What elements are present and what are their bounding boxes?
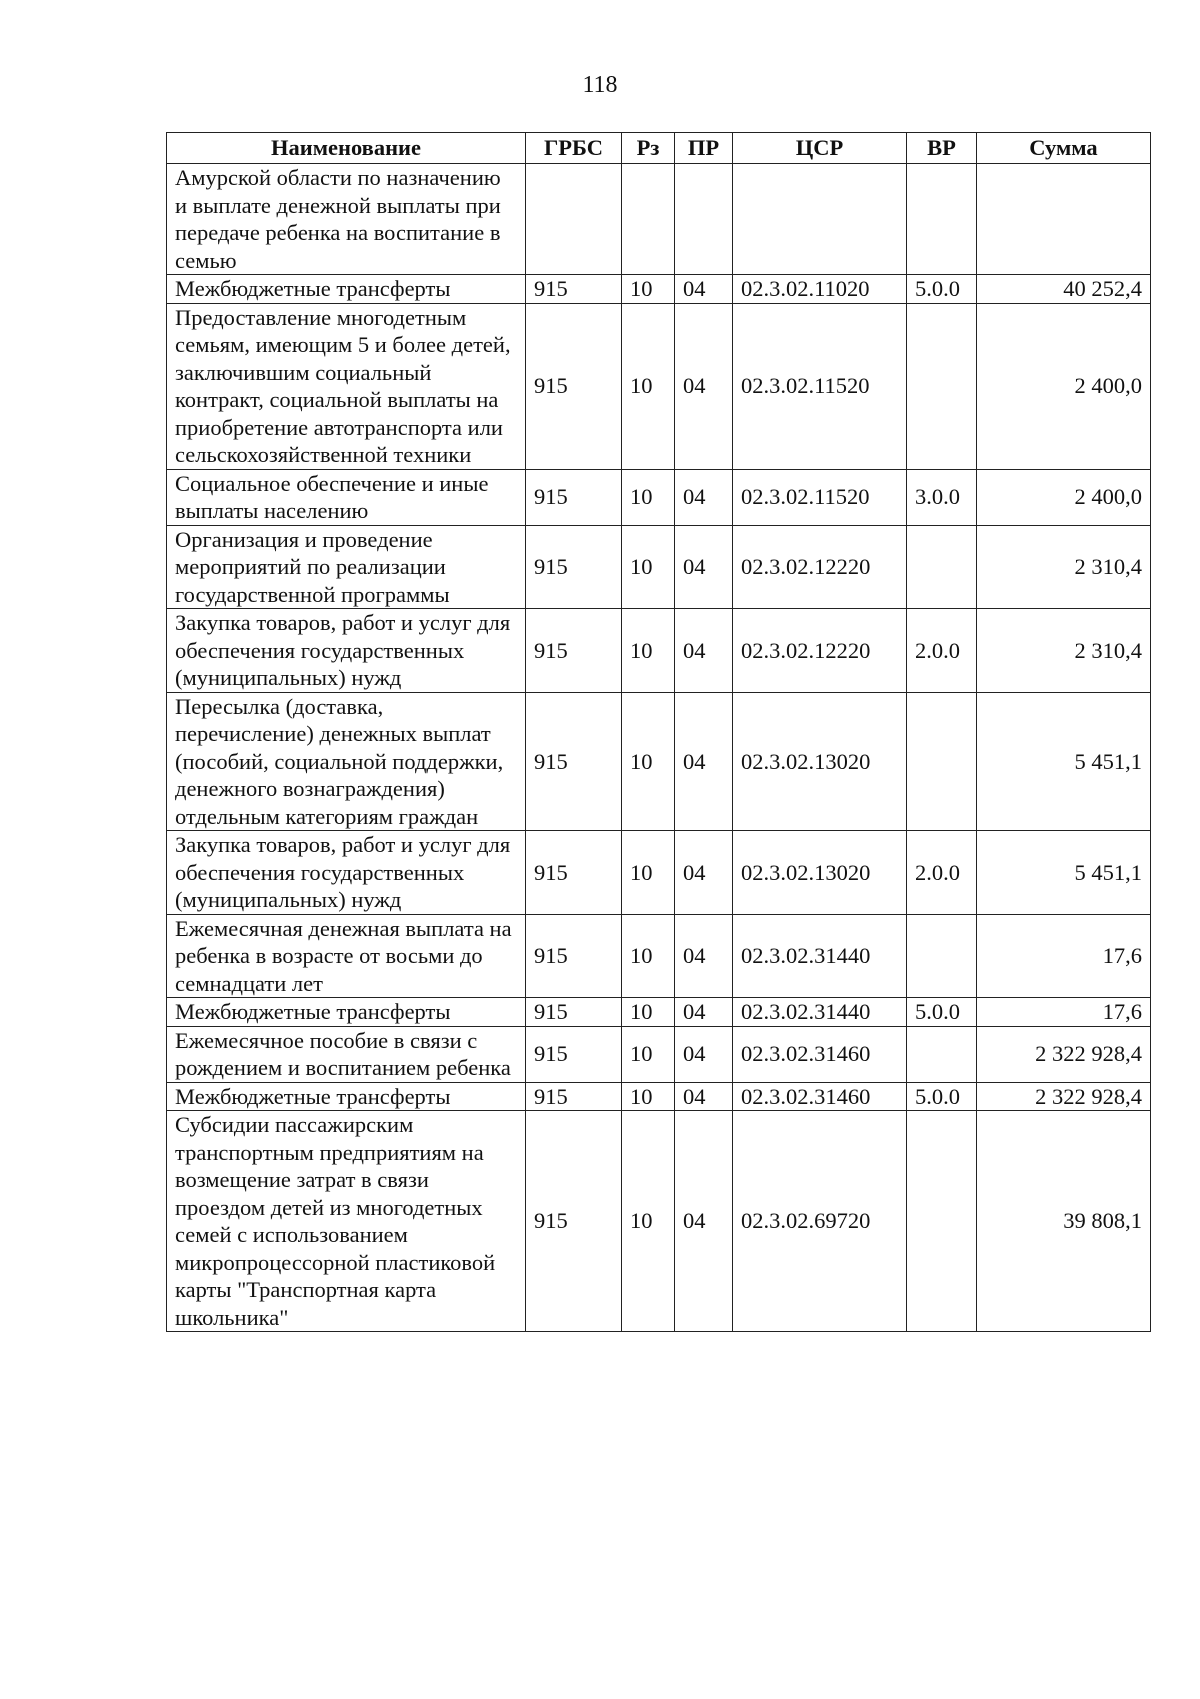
row-sum: 2 322 928,4 [977, 1026, 1151, 1082]
row-name: Пересылка (доставка, перечисление) денежных выплат (пособий, социальной поддержки, денежного вознаграждения) отдельным категориям граждан [167, 692, 526, 831]
header-name: Наименование [167, 133, 526, 164]
row-pr: 04 [675, 525, 733, 609]
row-rz: 10 [622, 1111, 675, 1332]
row-vr: 5.0.0 [907, 275, 977, 304]
row-pr: 04 [675, 303, 733, 469]
row-vr [907, 1111, 977, 1332]
header-grbs: ГРБС [526, 133, 622, 164]
row-rz: 10 [622, 998, 675, 1027]
row-vr: 5.0.0 [907, 1082, 977, 1111]
row-pr: 04 [675, 998, 733, 1027]
table-row [167, 609, 1151, 693]
row-sum: 17,6 [977, 914, 1151, 998]
table-row [167, 1026, 1151, 1082]
row-pr: 04 [675, 1026, 733, 1082]
row-rz: 10 [622, 525, 675, 609]
row-sum: 2 310,4 [977, 609, 1151, 693]
row-sum: 17,6 [977, 998, 1151, 1027]
row-name: Предоставление многодетным семьям, имеющим 5 и более детей, заключившим социальный контракт, социальной выплаты на приобретение автотранспорта или сельскохозяйственной техники [167, 303, 526, 469]
table-row [167, 525, 1151, 609]
row-pr: 04 [675, 275, 733, 304]
row-name: Ежемесячная денежная выплата на ребенка в возрасте от восьми до семнадцати лет [167, 914, 526, 998]
row-name: Закупка товаров, работ и услуг для обеспечения государственных (муниципальных) нужд [167, 831, 526, 915]
row-grbs: 915 [526, 914, 622, 998]
header-sum: Сумма [977, 133, 1151, 164]
table-row [167, 998, 1151, 1027]
row-pr: 04 [675, 1082, 733, 1111]
row-csr: 02.3.02.31460 [733, 1026, 907, 1082]
row-vr [907, 1026, 977, 1082]
table-row [167, 164, 1151, 275]
row-csr: 02.3.02.11520 [733, 303, 907, 469]
row-grbs: 915 [526, 692, 622, 831]
table-row [167, 1082, 1151, 1111]
row-vr [907, 525, 977, 609]
table-row [167, 692, 1151, 831]
row-csr: 02.3.02.11020 [733, 275, 907, 304]
row-csr: 02.3.02.31440 [733, 914, 907, 998]
row-pr: 04 [675, 469, 733, 525]
table-row [167, 1111, 1151, 1332]
row-pr: 04 [675, 1111, 733, 1332]
header-csr: ЦСР [733, 133, 907, 164]
row-csr: 02.3.02.12220 [733, 609, 907, 693]
row-rz: 10 [622, 609, 675, 693]
row-name: Амурской области по назначению и выплате денежной выплаты при передаче ребенка на воспитание в семью [167, 164, 526, 275]
row-vr [907, 914, 977, 998]
row-csr: 02.3.02.69720 [733, 1111, 907, 1332]
row-grbs: 915 [526, 609, 622, 693]
row-grbs: 915 [526, 303, 622, 469]
row-pr: 04 [675, 609, 733, 693]
row-grbs: 915 [526, 525, 622, 609]
page-number: 118 [582, 72, 618, 98]
row-vr: 3.0.0 [907, 469, 977, 525]
table-header-row [167, 133, 1151, 164]
row-rz: 10 [622, 692, 675, 831]
row-name: Межбюджетные трансферты [167, 1082, 526, 1111]
row-sum: 2 400,0 [977, 303, 1151, 469]
row-grbs: 915 [526, 1082, 622, 1111]
table-row [167, 275, 1151, 304]
row-pr: 04 [675, 914, 733, 998]
row-grbs: 915 [526, 831, 622, 915]
table-row [167, 831, 1151, 915]
row-grbs [526, 164, 622, 275]
row-csr: 02.3.02.13020 [733, 692, 907, 831]
row-grbs: 915 [526, 275, 622, 304]
row-vr [907, 692, 977, 831]
row-name: Социальное обеспечение и иные выплаты населению [167, 469, 526, 525]
table-row [167, 914, 1151, 998]
row-sum: 2 400,0 [977, 469, 1151, 525]
row-csr [733, 164, 907, 275]
row-sum [977, 164, 1151, 275]
row-rz: 10 [622, 1026, 675, 1082]
budget-table [166, 132, 1151, 1332]
row-rz [622, 164, 675, 275]
row-name: Ежемесячное пособие в связи с рождением и воспитанием ребенка [167, 1026, 526, 1082]
row-rz: 10 [622, 303, 675, 469]
row-name: Закупка товаров, работ и услуг для обеспечения государственных (муниципальных) нужд [167, 609, 526, 693]
row-sum: 5 451,1 [977, 692, 1151, 831]
row-name: Субсидии пассажирским транспортным предприятиям на возмещение затрат в связи проездом детей из многодетных семей с использованием микропроцессорной пластиковой карты "Транспортная карта школьника" [167, 1111, 526, 1332]
row-pr: 04 [675, 692, 733, 831]
row-csr: 02.3.02.12220 [733, 525, 907, 609]
row-csr: 02.3.02.13020 [733, 831, 907, 915]
row-rz: 10 [622, 831, 675, 915]
row-pr [675, 164, 733, 275]
row-grbs: 915 [526, 1111, 622, 1332]
row-csr: 02.3.02.31460 [733, 1082, 907, 1111]
row-csr: 02.3.02.11520 [733, 469, 907, 525]
row-csr: 02.3.02.31440 [733, 998, 907, 1027]
header-pr: ПР [675, 133, 733, 164]
row-rz: 10 [622, 469, 675, 525]
row-sum: 2 322 928,4 [977, 1082, 1151, 1111]
row-sum: 5 451,1 [977, 831, 1151, 915]
row-rz: 10 [622, 1082, 675, 1111]
row-grbs: 915 [526, 469, 622, 525]
row-vr: 2.0.0 [907, 831, 977, 915]
table-row [167, 303, 1151, 469]
row-name: Межбюджетные трансферты [167, 275, 526, 304]
header-vr: ВР [907, 133, 977, 164]
header-rz: Рз [622, 133, 675, 164]
row-vr: 5.0.0 [907, 998, 977, 1027]
row-grbs: 915 [526, 1026, 622, 1082]
table-row [167, 469, 1151, 525]
row-rz: 10 [622, 275, 675, 304]
row-vr: 2.0.0 [907, 609, 977, 693]
row-sum: 39 808,1 [977, 1111, 1151, 1332]
row-name: Организация и проведение мероприятий по реализации государственной программы [167, 525, 526, 609]
row-rz: 10 [622, 914, 675, 998]
row-pr: 04 [675, 831, 733, 915]
row-vr [907, 164, 977, 275]
row-sum: 40 252,4 [977, 275, 1151, 304]
row-vr [907, 303, 977, 469]
row-name: Межбюджетные трансферты [167, 998, 526, 1027]
row-grbs: 915 [526, 998, 622, 1027]
row-sum: 2 310,4 [977, 525, 1151, 609]
